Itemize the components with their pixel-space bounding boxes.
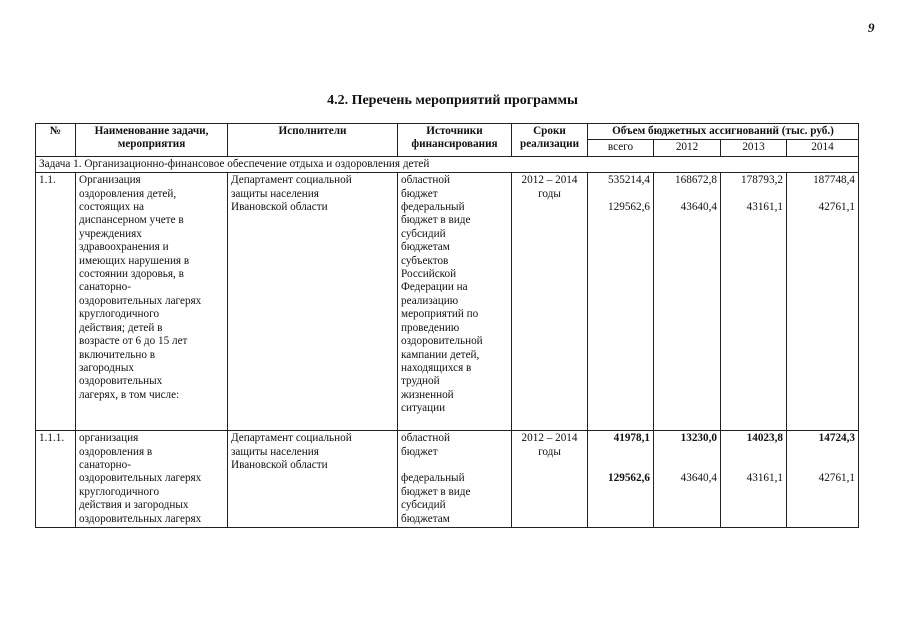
- source-line: мероприятий по: [401, 308, 479, 321]
- value-federal: 129562,6: [608, 472, 650, 485]
- value-regional: 41978,1: [613, 432, 650, 445]
- source-line: проведению: [401, 321, 460, 334]
- source-line: федеральный: [401, 201, 465, 214]
- value-federal: 129562,6: [608, 201, 650, 214]
- source-line: бюджетам: [401, 512, 450, 525]
- value-federal: 42761,1: [818, 201, 856, 214]
- source-line: субсидий: [401, 227, 446, 240]
- name-line: лагерях, в том числе:: [79, 388, 180, 401]
- row-num: 1.1.1.: [36, 431, 76, 528]
- name-line: состоянии здоровья, в: [79, 268, 184, 281]
- name-line: здравоохранения и: [79, 241, 169, 254]
- header-executors: Исполнители: [228, 124, 398, 157]
- row-terms: [512, 173, 588, 431]
- source-line: субъектов: [401, 254, 449, 267]
- source-line: Российской: [401, 268, 457, 281]
- row-executor: [228, 431, 398, 528]
- header-2012: 2012: [654, 140, 721, 156]
- executor-line: Департамент социальной: [231, 432, 352, 445]
- value-regional: 535214,4: [608, 174, 650, 187]
- name-line: диспансерном учете в: [79, 214, 184, 227]
- header-2014: 2014: [787, 140, 859, 156]
- row-name: [76, 431, 228, 528]
- row-num: 1.1.: [36, 173, 76, 431]
- source-line: областной: [401, 432, 450, 445]
- name-line: действия и загородных: [79, 499, 189, 512]
- source-line: трудной: [401, 375, 440, 388]
- executor-line: защиты населения: [231, 445, 319, 458]
- name-line: оздоровления в: [79, 445, 153, 458]
- value-regional: 187748,4: [813, 174, 856, 187]
- term-line: 2012 – 2014: [521, 174, 578, 187]
- value-federal: 43161,1: [746, 201, 783, 214]
- value-federal: 43161,1: [746, 472, 783, 485]
- source-line: оздоровительной: [401, 335, 483, 348]
- row-total: [588, 431, 654, 528]
- name-line: санаторно-: [79, 459, 131, 472]
- header-total: всего: [588, 140, 654, 156]
- term-line: годы: [538, 187, 561, 200]
- header-num: №: [36, 124, 76, 157]
- name-line: включительно в: [79, 348, 156, 361]
- page-title: 4.2. Перечень мероприятий программы: [327, 93, 578, 108]
- term-line: годы: [538, 445, 561, 458]
- source-line: кампании детей,: [401, 348, 480, 361]
- source-line: ситуации: [401, 402, 446, 415]
- name-line: оздоровительных лагерях: [79, 472, 202, 485]
- activities-table: [35, 123, 859, 528]
- value-regional: 13230,0: [680, 432, 717, 445]
- header-budget: Объем бюджетных ассигнований (тыс. руб.): [588, 124, 859, 140]
- row-sources: [398, 431, 512, 528]
- header-name: Наименование задачи, мероприятия: [76, 124, 228, 157]
- name-line: круглогодичного: [79, 308, 160, 321]
- name-line: возрасте от 6 до 15 лет: [79, 335, 188, 348]
- value-regional: 14724,3: [818, 432, 856, 445]
- value-federal: 43640,4: [680, 201, 717, 214]
- name-line: оздоровления детей,: [79, 187, 177, 200]
- row-2013: [721, 173, 787, 431]
- value-regional: 178793,2: [741, 174, 783, 187]
- executor-line: Департамент социальной: [231, 174, 352, 187]
- name-line: организация: [79, 432, 139, 445]
- row-2012: [654, 431, 721, 528]
- executor-line: Ивановской области: [231, 201, 328, 214]
- source-line: областной: [401, 174, 450, 187]
- source-line: федеральный: [401, 472, 465, 485]
- source-line: бюджет: [401, 445, 438, 458]
- header-row-1: [36, 124, 859, 140]
- source-line: бюджетам: [401, 241, 450, 254]
- row-name: [76, 173, 228, 431]
- name-line: действия; детей в: [79, 321, 163, 334]
- source-line: находящихся в: [401, 361, 472, 374]
- value-federal: 42761,1: [818, 472, 856, 485]
- row-terms: [512, 431, 588, 528]
- row-sources: [398, 173, 512, 431]
- name-line: загородных: [79, 361, 134, 374]
- value-regional: 168672,8: [675, 174, 717, 187]
- source-line: субсидий: [401, 499, 446, 512]
- name-line: оздоровительных: [79, 375, 163, 388]
- source-line: реализацию: [401, 294, 459, 307]
- name-line: санаторно-: [79, 281, 131, 294]
- table-row: [36, 431, 859, 528]
- header-2013: 2013: [721, 140, 787, 156]
- page-number: 9: [868, 20, 875, 35]
- term-line: 2012 – 2014: [521, 432, 578, 445]
- table-row: [36, 173, 859, 431]
- source-line: бюджет: [401, 187, 438, 200]
- value-regional: 14023,8: [746, 432, 783, 445]
- source-line: бюджет в виде: [401, 485, 471, 498]
- task-1-title: Задача 1. Организационно-финансовое обеспечение отдыха и оздоровления детей: [36, 156, 859, 172]
- executor-line: Ивановской области: [231, 459, 328, 472]
- source-line: жизненной: [401, 388, 454, 401]
- name-line: оздоровительных лагерях: [79, 294, 202, 307]
- name-line: состоящих на: [79, 201, 145, 214]
- row-total: [588, 173, 654, 431]
- task-row: [36, 156, 859, 172]
- row-2014: [787, 431, 859, 528]
- name-line: оздоровительных лагерях: [79, 512, 202, 525]
- row-2014: [787, 173, 859, 431]
- executor-line: защиты населения: [231, 187, 319, 200]
- name-line: учреждениях: [79, 227, 142, 240]
- name-line: имеющих нарушения в: [79, 254, 190, 267]
- name-line: Организация: [79, 174, 141, 187]
- header-terms: Сроки реализации: [512, 124, 588, 157]
- source-line: Федерации на: [401, 281, 468, 294]
- name-line: круглогодичного: [79, 485, 160, 498]
- value-federal: 43640,4: [680, 472, 717, 485]
- row-2012: [654, 173, 721, 431]
- row-2013: [721, 431, 787, 528]
- row-executor: [228, 173, 398, 431]
- header-sources: Источники финансирования: [398, 124, 512, 157]
- source-line: бюджет в виде: [401, 214, 471, 227]
